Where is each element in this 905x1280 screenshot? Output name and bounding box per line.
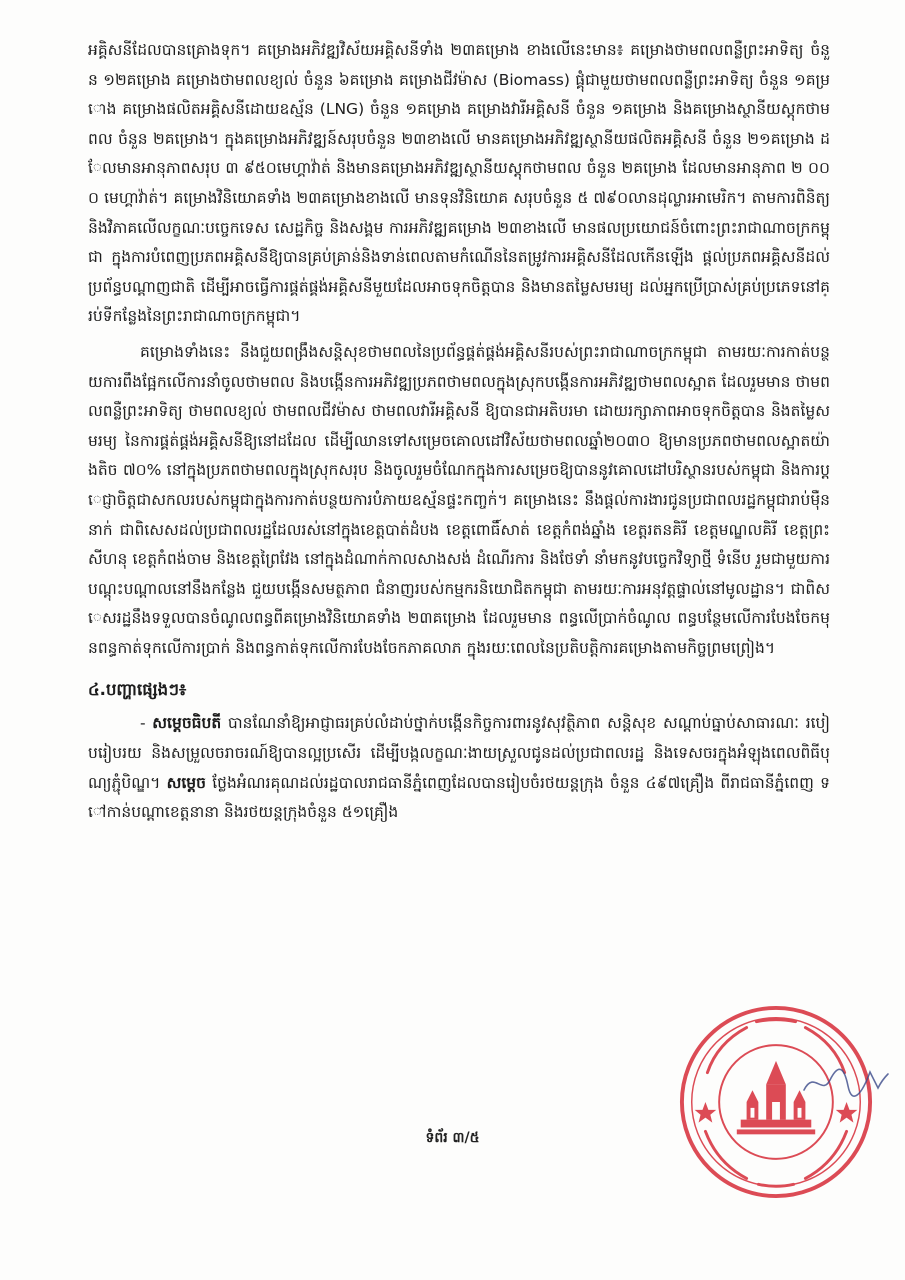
handwritten-signature-icon bbox=[800, 1060, 890, 1100]
bullet-text-2: ថ្លែងអំណរគុណដល់រដ្ឋបាលរាជធានីភ្នំពេញដែលបានរៀបចំរថយន្តក្រុង ចំនួន ៤៩៧គ្រឿង ពីរាជធានីភ្នំពេញ ទៅកាន់បណ្តាខេត្តនានា និងរថយន្តក្រុងចំនួន ៥១គ្រឿង bbox=[88, 773, 830, 822]
bullet-bold-lead: សម្តេចធិបតី bbox=[152, 714, 222, 733]
official-red-seal-icon bbox=[678, 1004, 874, 1200]
bullet-dash: - bbox=[140, 714, 153, 733]
section-heading-other-issues: ៤.បញ្ហាផ្សេងៗ៖ bbox=[88, 680, 187, 700]
bullet-text-1: បានណែនាំឱ្យអាជ្ញាធរគ្រប់លំដាប់ថ្នាក់បង្កើនកិច្ចការពារនូវសុវត្ថិភាព សន្តិសុខ សណ្តាប់ធ្នាប់សាធារណៈ របៀបរៀបរយ និងសម្រួលចរាចរណ៍ឱ្យបានល្អប្រសើរ ដើម្បីបង្កលក្ខណៈងាយស្រួលជូនដល់ប្រជាពលរដ្ឋ និងទេសចរក្នុងអំឡុងពេលពិធីបុណ្យភ្ជុំបិណ្ឌ។ bbox=[88, 714, 830, 792]
bullet-paragraph bbox=[88, 709, 830, 827]
document-body bbox=[88, 36, 830, 828]
paragraph-1: អគ្គិសនីដែលបានគ្រោងទុក។ គម្រោងអភិវឌ្ឍវិស័យអគ្គិសនីទាំង ២៣គម្រោង ខាងលើនេះមាន៖ គម្រោងថាមពលពន្លឺព្រះអាទិត្យ ចំនួន ១២គម្រោង គម្រោងថាមពលខ្យល់ ចំនួន ៦គម្រោង គម្រោងជីវម៉ាស (Biomass) ផ្គុំជាមួយថាមពលពន្លឺព្រះអាទិត្យ ចំនួន ១គម្រោង គម្រោងផលិតអគ្គិសនីដោយឧស្ម័ន (LNG) ចំនួន ១គម្រោង គម្រោងវារីអគ្គិសនី ចំនួន ១គម្រោង និងគម្រោងស្ថានីយស្តុកថាមពល ចំនួន ២គម្រោង។ ក្នុងគម្រោងអភិវឌ្ឍន៍សរុបចំនួន ២៣ខាងលើ មានគម្រោងអភិវឌ្ឍស្ថានីយផលិតអគ្គិសនី ចំនួន ២១គម្រោង ដែលមានអានុភាពសរុប ៣ ៩៥០មេហ្គាវ៉ាត់ និងមានគម្រោងអភិវឌ្ឍស្ថានីយស្តុកថាមពល ចំនួន ២គម្រោង ដែលមានអានុភាព ២ ០០០ មេហ្គាវ៉ាត់។ គម្រោងវិនិយោគទាំង ២៣គម្រោងខាងលើ មានទុនវិនិយោគ សរុបចំនួន ៥ ៧៩០លានដុល្លារអាមេរិក។ តាមការពិនិត្យ និងវិភាគលើលក្ខណៈបច្ចេកទេស សេដ្ឋកិច្ច និងសង្គម ការអភិវឌ្ឍគម្រោង ២៣ខាងលើ មានផលប្រយោជន៍ចំពោះព្រះរាជាណាចក្រកម្ពុជា ក្នុងការបំពេញប្រភពអគ្គិសនីឱ្យបានគ្រប់គ្រាន់និងទាន់ពេលតាមកំណើននៃតម្រូវការអគ្គិសនីដែលកើនឡើង ផ្តល់ប្រភពអគ្គិសនីដល់ប្រព័ន្ធបណ្តាញជាតិ ដើម្បីអាចធ្វើការផ្គត់ផ្គង់អគ្គិសនីមួយដែលអាចទុកចិត្តបាន និងមានតម្លៃសមរម្យ ដល់អ្នកប្រើប្រាស់គ្រប់ប្រភេទនៅគ្រប់ទីកន្លែងនៃព្រះរាជាណាចក្រកម្ពុជា។ bbox=[88, 41, 830, 326]
paragraph-2: គម្រោងទាំងនេះ នឹងជួយពង្រឹងសន្តិសុខថាមពលនៃប្រព័ន្ធផ្គត់ផ្គង់អគ្គិសនីរបស់ព្រះរាជាណាចក្រកម្ពុជា តាមរយៈការកាត់បន្ថយការពឹងផ្អែកលើការនាំចូលថាមពល និងបង្កើនការអភិវឌ្ឍប្រភពថាមពលក្នុងស្រុកបង្កើនការអភិវឌ្ឍថាមពលស្អាត ដែលរួមមាន ថាមពលពន្លឺព្រះអាទិត្យ ថាមពលខ្យល់ ថាមពលជីវម៉ាស ថាមពលវារីអគ្គិសនី ឱ្យបានជាអតិបរមា ដោយរក្សាភាពអាចទុកចិត្តបាន និងតម្លៃសមរម្យ នៃការផ្គត់ផ្គង់អគ្គិសនីឱ្យនៅដដែល ដើម្បីឈានទៅសម្រេចគោលដៅវិស័យថាមពលឆ្នាំ២០៣០ ឱ្យមានប្រភពថាមពលស្អាតយ៉ាងតិច ៧០% នៅក្នុងប្រភពថាមពលក្នុងស្រុកសរុប និងចូលរួមចំណែកក្នុងការសម្រេចឱ្យបាននូវគោលដៅបរិស្ថានរបស់កម្ពុជា និងការប្តេជ្ញាចិត្តជាសកលរបស់កម្ពុជាក្នុងការកាត់បន្ថយការបំភាយឧស្ម័នផ្ទះកញ្ចក់។ គម្រោងនេះ នឹងផ្តល់ការងារជូនប្រជាពលរដ្ឋកម្ពុជារាប់ម៉ឺននាក់ ជាពិសេសដល់ប្រជាពលរដ្ឋដែលរស់នៅក្នុងខេត្តបាត់ដំបង ខេត្តពោធិ៍សាត់ ខេត្តកំពង់ឆ្នាំង ខេត្តរតនគិរី ខេត្តមណ្ឌលគិរី ខេត្តព្រះសីហនុ ខេត្តកំពង់ចាម និងខេត្តព្រៃវែង នៅក្នុងដំណាក់កាលសាងសង់ ដំណើរការ និងថែទាំ នាំមកនូវបច្ចេកវិទ្យាថ្មី ទំនើប រួមជាមួយការបណ្តុះបណ្តាលនៅនឹងកន្លែង ជួយបង្កើនសមត្ថភាព ជំនាញរបស់កម្មករនិយោជិតកម្ពុជា តាមរយៈការអនុវត្តផ្ទាល់នៅមូលដ្ឋាន។ ជាពិសេសរដ្ឋនឹងទទួលបានចំណូលពន្ធពីគម្រោងវិនិយោគទាំង ២៣គម្រោង ដែលរួមមាន ពន្ធលើប្រាក់ចំណូល ពន្ធបន្ថែមលើការបែងចែកមុនពន្ធកាត់ទុកលើការប្រាក់ និងពន្ធកាត់ទុកលើការបែងចែកភាគលាភ ក្នុងរយៈពេលនៃប្រតិបត្តិការគម្រោងតាមកិច្ចព្រមព្រៀង។ bbox=[88, 342, 830, 657]
bullet-bold-mid: សម្តេច bbox=[166, 773, 206, 792]
page-number: ទំព័រ ៣/៥ bbox=[425, 1130, 480, 1146]
